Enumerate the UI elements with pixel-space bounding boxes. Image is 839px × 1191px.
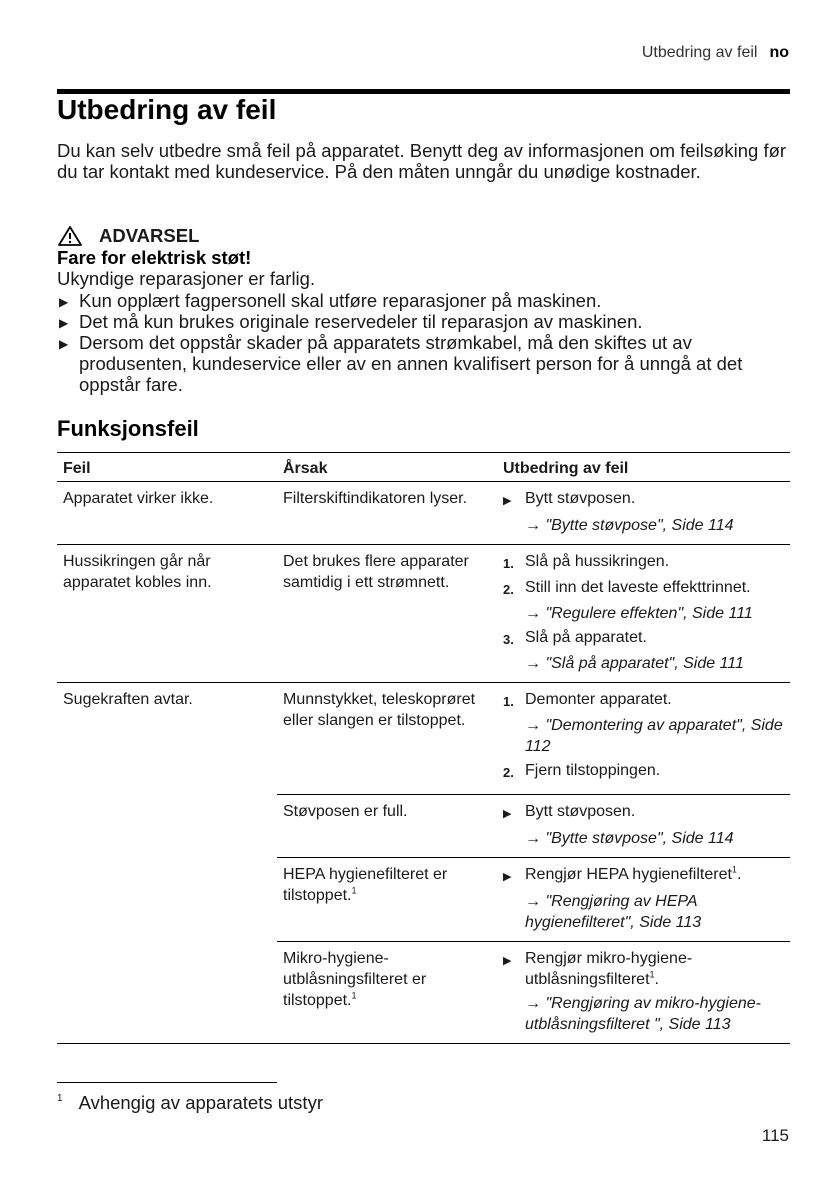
running-header bbox=[642, 44, 789, 62]
section-title: Funksjonsfeil bbox=[57, 416, 199, 441]
bullet-triangle-icon: ▶ bbox=[503, 955, 512, 967]
remedy-cell: ▶ Rengjør mikro-hygiene-utblåsningsfilteret$^1$. → "Rengjøring av mikro-hygiene-utblåsningsfilteret ", Side 113 bbox=[497, 942, 790, 1044]
warning-triangle-icon bbox=[57, 225, 83, 247]
remedy-cell: ▶ Bytt støvposen. → "Bytte støvpose", Side 114 bbox=[497, 795, 790, 858]
intro-paragraph: Du kan selv utbedre små feil på apparatet. Benytt deg av informasjonen om feilsøking før du tar kontakt med kundeservice. På den måten unngår du unødige kostnader. bbox=[57, 140, 787, 182]
fault-cell: Hussikringen går når apparatet kobles inn. bbox=[57, 545, 277, 683]
warning-heading bbox=[57, 225, 199, 247]
running-header-section: Utbedring av feil bbox=[641, 44, 758, 61]
warning-item: ▶ Det må kun brukes originale reservedeler til reparasjon av maskinen. bbox=[59, 311, 643, 332]
cause-cell: Munnstykket, teleskoprøret eller slangen er tilstoppet. bbox=[277, 683, 497, 795]
troubleshooting-table bbox=[57, 452, 790, 1044]
bullet-triangle-icon: ▶ bbox=[59, 295, 69, 309]
warning-text: Ukyndige reparasjoner er farlig. bbox=[57, 268, 316, 289]
bullet-triangle-icon: ▶ bbox=[59, 337, 69, 351]
cross-reference: → "Bytte støvpose", Side 114 bbox=[525, 517, 734, 534]
cross-reference: → "Demontering av apparatet", Side 112 bbox=[525, 717, 783, 755]
remedy-cell: 1. Demonter apparatet. → "Demontering av apparatet", Side 112 2. Fjern tilstoppingen. bbox=[497, 683, 790, 795]
page-number: 115 bbox=[761, 1126, 789, 1145]
footnote-rule bbox=[57, 1082, 277, 1083]
header-remedy: Utbedring av feil bbox=[497, 453, 790, 482]
remedy-cell: ▶ Rengjør HEPA hygienefilteret$^1$. → "Rengjøring av HEPA hygienefilteret", Side 113 bbox=[497, 858, 790, 942]
warning-label: ADVARSEL bbox=[99, 225, 200, 246]
page-title: Utbedring av feil bbox=[57, 94, 277, 125]
cross-reference: → "Rengjøring av mikro-hygiene-utblåsningsfilteret ", Side 113 bbox=[525, 995, 761, 1033]
cross-reference: → "Bytte støvpose", Side 114 bbox=[525, 830, 734, 847]
fault-cell: Apparatet virker ikke. bbox=[57, 482, 277, 545]
language-code: no bbox=[769, 44, 789, 61]
cause-cell: Mikro-hygiene-utblåsningsfilteret er tilstoppet.$^1$ bbox=[277, 942, 497, 1044]
header-cause: Årsak bbox=[277, 453, 497, 482]
cause-cell: Støvposen er full. bbox=[277, 795, 497, 858]
table-header-row bbox=[57, 453, 790, 482]
warning-item: ▶ Kun opplært fagpersonell skal utføre reparasjoner på maskinen. bbox=[59, 290, 602, 311]
footnote: 1 Avhengig av apparatets utstyr bbox=[57, 1092, 323, 1113]
table-row bbox=[57, 545, 790, 683]
warning-list bbox=[57, 290, 790, 395]
bullet-triangle-icon: ▶ bbox=[503, 871, 512, 883]
table-row bbox=[57, 482, 790, 545]
cause-cell: Filterskiftindikatoren lyser. bbox=[277, 482, 497, 545]
cross-reference: → "Slå på apparatet", Side 111 bbox=[525, 655, 744, 672]
bullet-triangle-icon: ▶ bbox=[503, 495, 512, 507]
fault-cell: Sugekraften avtar. bbox=[57, 683, 277, 1044]
table-row bbox=[57, 683, 790, 795]
cause-cell: Det brukes flere apparater samtidig i ett strømnett. bbox=[277, 545, 497, 683]
header-fault: Feil bbox=[57, 453, 277, 482]
warning-item: ▶ Dersom det oppstår skader på apparatets strømkabel, må den skiftes ut av produsenten, kundeservice eller av en annen kvalifisert person for å unngå at det oppstår fare. bbox=[59, 332, 743, 395]
cause-cell: HEPA hygienefilteret er tilstoppet.$^1$ bbox=[277, 858, 497, 942]
bullet-triangle-icon: ▶ bbox=[503, 808, 512, 820]
warning-subtitle: Fare for elektrisk støt! bbox=[57, 247, 252, 268]
remedy-cell: ▶ Bytt støvposen. → "Bytte støvpose", Side 114 bbox=[497, 482, 790, 545]
remedy-cell: 1. Slå på hussikringen. 2. Still inn det laveste effekttrinnet. → "Regulere effekten", Side 111 3. Slå på apparatet. → "Slå på apparatet", Side 111 bbox=[497, 545, 790, 683]
bullet-triangle-icon: ▶ bbox=[59, 316, 69, 330]
cross-reference: → "Regulere effekten", Side 111 bbox=[525, 605, 753, 622]
cross-reference: → "Rengjøring av HEPA hygienefilteret", Side 113 bbox=[525, 893, 702, 931]
